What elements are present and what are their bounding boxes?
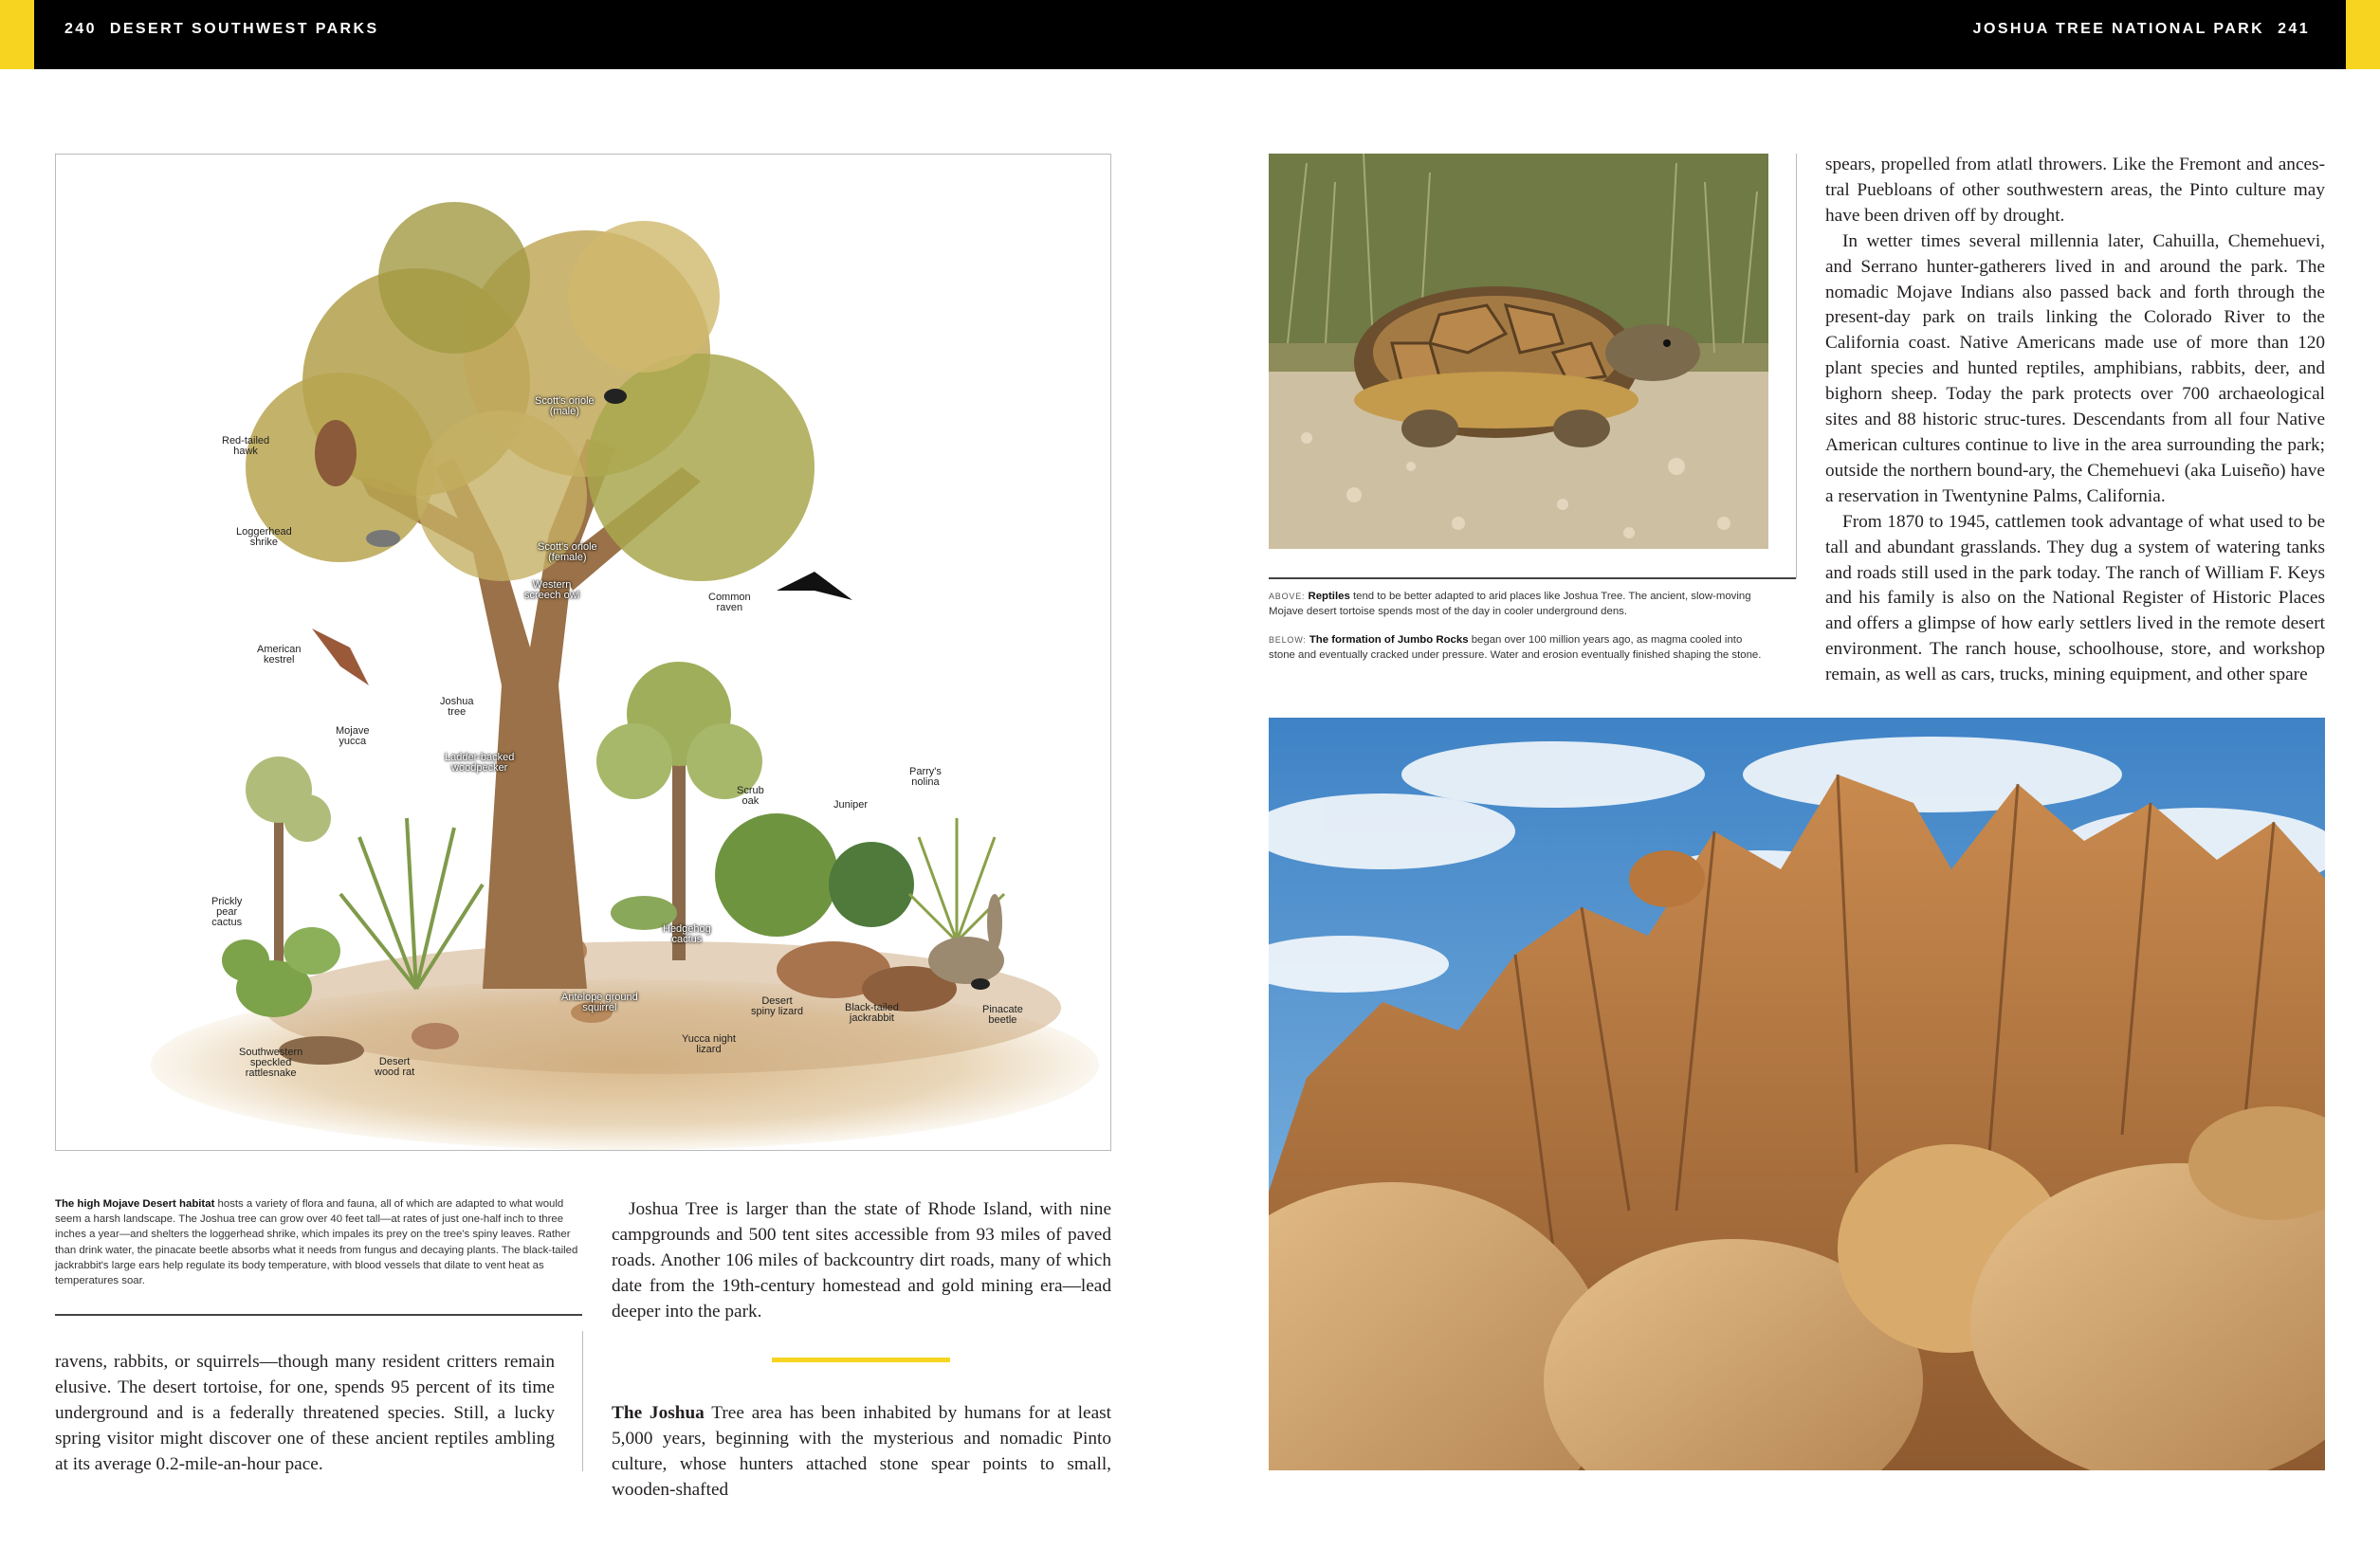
section-opening-text (612, 1401, 1111, 1504)
label-american-kestrel: American kestrel (257, 644, 302, 665)
label-western-screech-owl: Western screech owl (524, 579, 580, 601)
label-antelope-ground-squirrel: Antelope ground squirrel (561, 992, 638, 1013)
habitat-illustration-frame (55, 154, 1111, 1151)
right-yellow-tab (2346, 0, 2380, 69)
right-column-divider (1796, 154, 1797, 578)
right-running-head (1973, 21, 2323, 38)
label-loggerhead-shrike: Loggerhead shrike (236, 526, 292, 548)
left-yellow-tab (0, 0, 34, 69)
label-ladder-backed-woodpecker: Ladder-backed woodpecker (445, 752, 515, 774)
right-column-text (1825, 153, 2325, 688)
left-column-2-paragraph: Joshua Tree is larger than the state of Rhode Island, with nine campgrounds and 500 tent sites accessible from 93 miles of paved roads. Another 106 miles of backcountry dirt roads, many of which date from the 19th-century homestead and gold mining era—lead deeper into the park. (612, 1199, 1111, 1322)
label-black-tailed-jackrabbit: Black-tailed jackrabbit (845, 1002, 899, 1024)
label-red-tailed-hawk: Red-tailed hawk (222, 435, 270, 457)
tortoise-photo-caption (1269, 589, 1768, 619)
label-desert-spiny-lizard: Desert spiny lizard (751, 995, 804, 1017)
left-column-2-text (612, 1197, 1111, 1325)
left-page-number: 240 (64, 21, 97, 37)
left-column-1-text (55, 1350, 555, 1478)
label-mojave-yucca: Mojave yucca (336, 725, 370, 747)
above-caption-lead: Reptiles (1308, 591, 1350, 602)
label-hedgehog-cactus: Hedgehog cactus (663, 923, 711, 945)
section-lead-in: The Joshua (612, 1403, 705, 1423)
label-scotts-oriole-female: Scott's oriole (female) (538, 541, 597, 563)
left-section-title: DESERT SOUTHWEST PARKS (109, 21, 379, 37)
below-tag: BELOW: (1269, 635, 1307, 645)
jumbo-rocks-photo-caption (1269, 632, 1768, 663)
label-prickly-pear-cactus: Prickly pear cactus (211, 896, 243, 928)
illustration-caption-text: hosts a variety of flora and fauna, all of which are adapted to what would seem a harsh landscape. The Joshua tree can grow over 40 feet tall—at rates of just one-half inch to three inches a year—and shelters the loggerhead shrike, which impales its prey on the tree's spiny leaves. Rather than drink water, the pinacate beetle absorbs what it needs from fungus and decaying plants. The black-tailed jackrabbit's large ears help regulate its body temperature, with blood vessels that dilate to vent heat as temperatures soar. (55, 1198, 578, 1287)
right-page-number: 241 (2278, 21, 2310, 37)
jumbo-rocks-photo (1269, 718, 2325, 1470)
caption-divider (55, 1314, 582, 1316)
right-paragraph-2: In wetter times several millennia later, Cahuilla, Chemehuevi, and Serrano hunter-gatherers lived in and around the park. The nomadic Mojave Indians also passed back and forth through the present-day park on trails linking the Colorado River to the California coast. Native Americans made use of more than 120 plant species and hunted reptiles, amphibians, rabbits, deer, and bighorn sheep. Today the park protects over 700 archaeological sites and 88 historic struc-tures. Descendants from all four Native American cultures continue to live in the area surrounding the park; outside the northern bound-ary, the Chemehuevi (aka Luiseño) have a reservation in Twentynine Palms, California. (1825, 230, 2325, 506)
photo-caption-divider (1269, 577, 1796, 579)
label-scotts-oriole-male: Scott's oriole (male) (535, 395, 595, 417)
left-running-head (51, 21, 379, 38)
below-caption-lead: The formation of Jumbo Rocks (1309, 634, 1469, 646)
illustration-caption-lead: The high Mojave Desert habitat (55, 1198, 215, 1210)
above-caption-text: tend to be better adapted to arid places like Joshua Tree. The ancient, slow-moving Mojave desert tortoise spends most of the day in cooler underground dens. (1269, 591, 1751, 618)
right-section-title: JOSHUA TREE NATIONAL PARK (1972, 21, 2265, 37)
right-paragraph-3: From 1870 to 1945, cattlemen took advantage of what used to be tall and abundant grasslands. They dug a system of watering tanks and roads still used in the park today. The ranch of William F. Keys and his family is also on the National Register of Historic Places and offers a glimpse of how early settlers lived in the remote desert environment. The ranch house, schoolhouse, store, and workshop remain, as well as cars, trucks, mining equipment, and other spare (1825, 511, 2325, 685)
label-yucca-night-lizard: Yucca night lizard (682, 1033, 736, 1055)
illustration-caption (55, 1196, 578, 1288)
section-opening-paragraph (612, 1401, 1111, 1504)
left-column-1-paragraph: ravens, rabbits, or squirrels—though many resident critters remain elusive. The desert tortoise, for one, spends 95 percent of its time underground and is a federally threatened species. Still, a lucky spring visitor might discover one of these ancient reptiles ambling at its average 0.2-mile-an-hour pace. (55, 1352, 555, 1474)
section-opening-body: Tree area has been inhabited by humans for at least 5,000 years, beginning with the mysterious and nomadic Pinto culture, whose hunters attached stone spear points to small, wooden-shafted (612, 1403, 1111, 1500)
label-common-raven: Common raven (708, 592, 751, 613)
label-pinacate-beetle: Pinacate beetle (982, 1004, 1023, 1026)
label-desert-wood-rat: Desert wood rat (375, 1056, 415, 1078)
right-paragraph-1: spears, propelled from atlatl throwers. Like the Fremont and ances-tral Puebloans of other southwestern areas, the Pinto culture may have been driven off by drought. (1825, 155, 2325, 226)
label-juniper: Juniper (833, 799, 869, 811)
label-scrub-oak: Scrub oak (737, 785, 764, 807)
label-southwestern-speckled-rattlesnake: Southwestern speckled rattlesnake (239, 1047, 303, 1079)
section-separator-yellow (772, 1358, 950, 1362)
above-tag: ABOVE: (1269, 592, 1306, 601)
label-joshua-tree: Joshua tree (440, 696, 474, 718)
below-caption-text: began over 100 million years ago, as magma cooled into stone and eventually cracked under pressure. Water and erosion eventually finished shaping the stone. (1269, 634, 1762, 662)
column-divider (582, 1331, 583, 1471)
desert-tortoise-photo (1269, 154, 1768, 549)
label-parrys-nolina: Parry's nolina (909, 766, 942, 788)
